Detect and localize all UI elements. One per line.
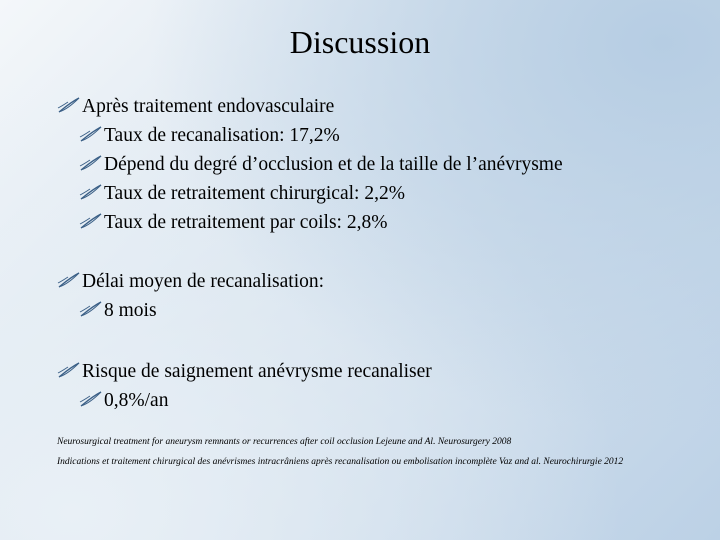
swoosh-bullet-icon <box>79 212 103 230</box>
references <box>57 436 662 476</box>
sub-bullet-text: Taux de recanalisation: 17,2% <box>104 125 340 146</box>
bullet-text: Délai moyen de recanalisation: <box>82 271 325 292</box>
bullet-main-2 <box>57 267 697 296</box>
bullet-text: Risque de saignement anévrysme recanaliser <box>82 361 432 382</box>
swoosh-bullet-icon <box>79 300 103 318</box>
spacer <box>57 325 697 357</box>
swoosh-bullet-icon <box>57 96 81 114</box>
reference-1: Neurosurgical treatment for aneurysm remnants or recurrences after coil occlusion Lejeune and Al. Neurosurgery 2008 <box>57 437 512 447</box>
sub-bullet-text: Taux de retraitement par coils: 2,8% <box>104 212 388 233</box>
sub-bullet <box>57 386 697 415</box>
bullet-text: Après traitement endovasculaire <box>82 96 335 117</box>
sub-bullet-text: 8 mois <box>104 300 157 321</box>
swoosh-bullet-icon <box>79 390 103 408</box>
sub-bullet-text: Dépend du degré d’occlusion et de la taille de l’anévrysme <box>104 154 563 175</box>
sub-bullet-text: Taux de retraitement chirurgical: 2,2% <box>104 183 405 204</box>
sub-bullet <box>57 150 697 179</box>
swoosh-bullet-icon <box>57 271 81 289</box>
swoosh-bullet-icon <box>57 361 81 379</box>
sub-bullet <box>57 296 697 325</box>
swoosh-bullet-icon <box>79 183 103 201</box>
slide-title: Discussion <box>289 24 431 60</box>
sub-bullet <box>57 121 697 150</box>
swoosh-bullet-icon <box>79 125 103 143</box>
bullet-main-3 <box>57 357 697 386</box>
sub-bullet <box>57 208 697 237</box>
reference-2: Indications et traitement chirurgical des anévrismes intracrâniens après recanalisation ou embolisation incomplète Vaz and al. Neurochirurgie 2012 <box>57 457 624 467</box>
swoosh-bullet-icon <box>79 154 103 172</box>
spacer <box>57 237 697 267</box>
slide-body <box>57 92 697 415</box>
bullet-main-1 <box>57 92 697 121</box>
sub-bullet-text: 0,8%/an <box>104 390 169 411</box>
sub-bullet <box>57 179 697 208</box>
